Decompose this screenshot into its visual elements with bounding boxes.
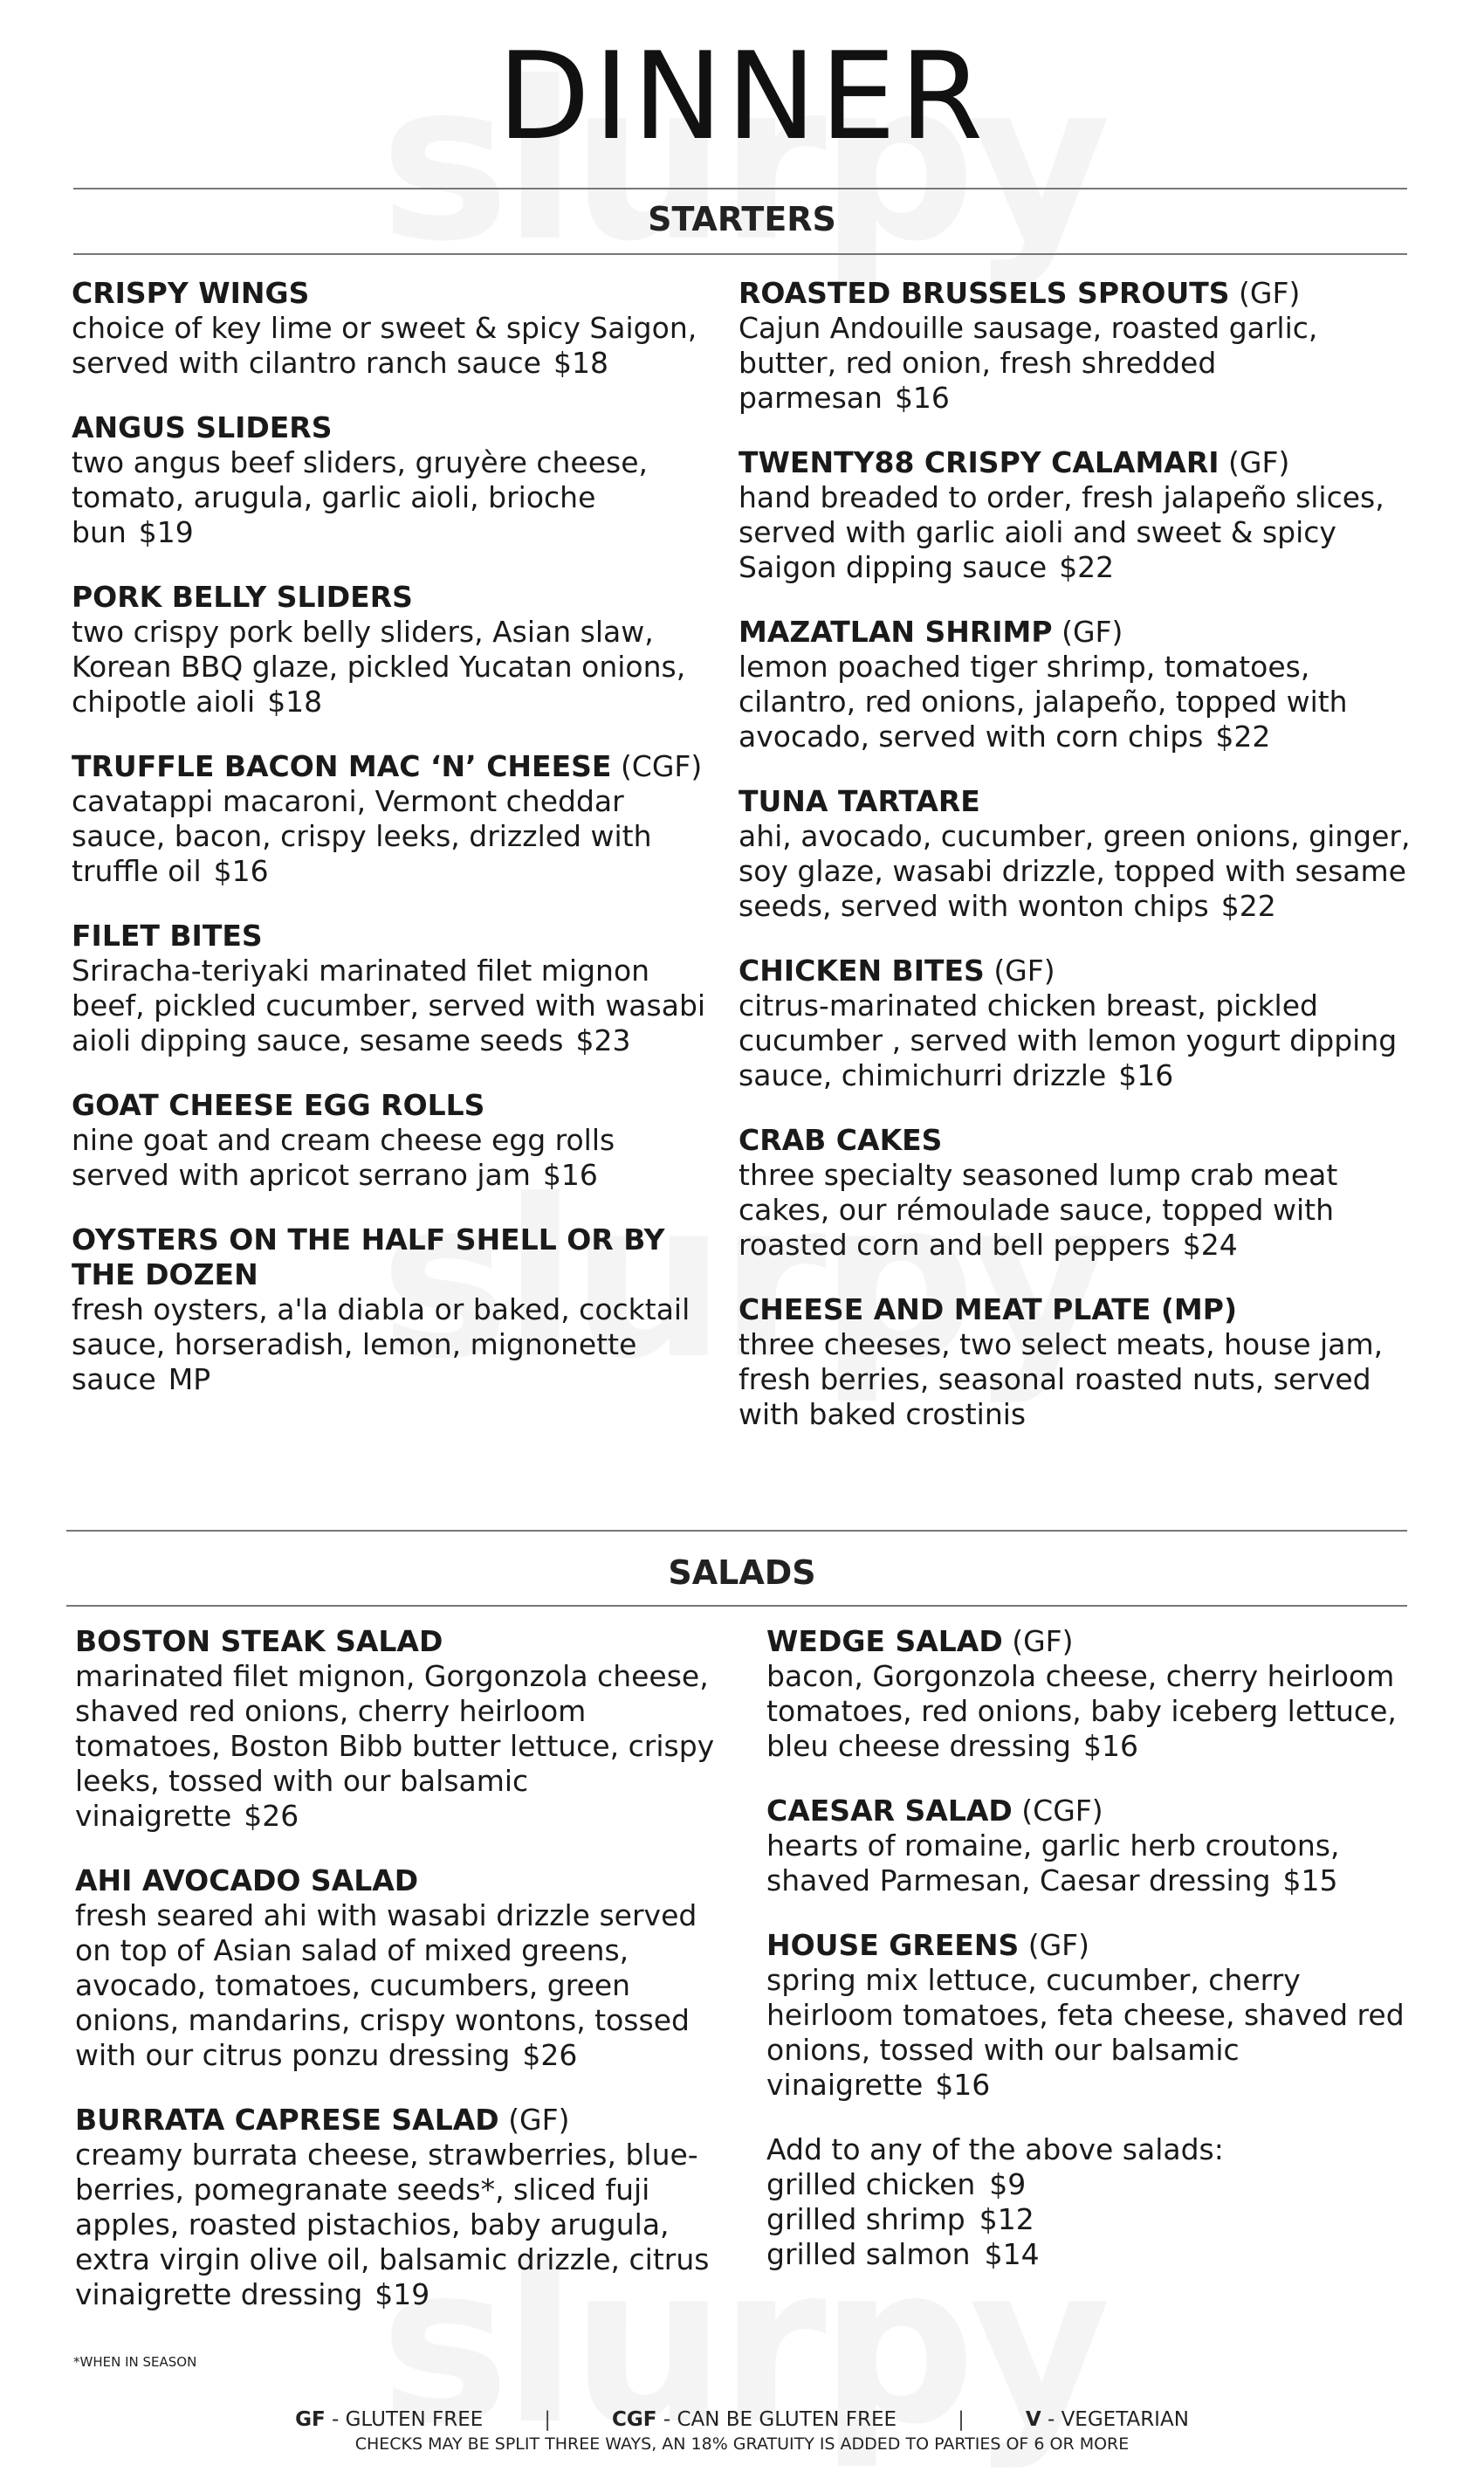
menu-item-name: CRAB CAKES — [739, 1123, 943, 1157]
menu-item-price: $24 — [1182, 1228, 1238, 1262]
menu-item-description-block — [739, 819, 1411, 924]
menu-item-price: $22 — [1215, 720, 1271, 754]
menu-item-header — [72, 276, 709, 311]
menu-item-header — [72, 410, 709, 445]
menu-item-name: BOSTON STEAK SALAD — [75, 1624, 443, 1658]
menu-item-description-block — [72, 1292, 709, 1397]
menu-item-description-block — [766, 1828, 1430, 1898]
menu-item-name: ROASTED BRUSSELS SPROUTS — [739, 276, 1230, 310]
diet-tag: (GF) — [993, 954, 1055, 988]
menu-item — [75, 1863, 739, 2073]
menu-item-header — [739, 784, 1411, 819]
menu-item-description: hearts of romaine, garlic herb croutons, shaved Parmesan, Caesar dressing — [766, 1828, 1340, 1897]
menu-item-price: $19 — [374, 2277, 430, 2311]
menu-item-price: $23 — [575, 1023, 631, 1057]
menu-item-description: three specialty seasoned lump crab meat cakes, our rémoulade sauce, topped with roasted corn and bell peppers — [739, 1158, 1338, 1262]
menu-item-description-block — [766, 1659, 1430, 1764]
menu-item-description: citrus-marinated chicken breast, pickled cucumber , served with lemon yogurt dipping sauce, chimichurri drizzle — [739, 988, 1398, 1092]
menu-item-description-block — [72, 615, 709, 720]
menu-item-name: OYSTERS ON THE HALF SHELL OR BY THE DOZEN — [72, 1222, 665, 1291]
menu-item — [739, 784, 1411, 924]
menu-item-description-block — [72, 784, 709, 889]
menu-item-header — [72, 749, 709, 784]
diet-tag: (CGF) — [620, 749, 703, 783]
menu-item-header — [739, 954, 1411, 988]
starters-right-column — [739, 276, 1411, 1462]
menu-item — [739, 445, 1411, 585]
menu-item-description-block — [75, 1659, 739, 1834]
addon-item — [766, 2167, 1430, 2202]
legend-separator: | — [544, 2408, 552, 2431]
diet-tag: (GF) — [1228, 445, 1290, 479]
menu-item-price: $16 — [1082, 1729, 1138, 1763]
menu-item-name: TUNA TARTARE — [739, 784, 980, 818]
menu-item — [72, 580, 709, 720]
addon-price: $12 — [979, 2202, 1034, 2236]
menu-item-description-block — [75, 1898, 739, 2073]
menu-item — [739, 615, 1411, 754]
legend-separator: | — [958, 2408, 965, 2431]
menu-item-price: $16 — [213, 854, 269, 888]
legend-entry: CGF - CAN BE GLUTEN FREE — [612, 2408, 897, 2431]
menu-item-description-block — [72, 445, 709, 550]
menu-item-header — [72, 580, 709, 615]
menu-item — [739, 954, 1411, 1093]
menu-item-description-block — [739, 1158, 1411, 1263]
addon-item — [766, 2237, 1430, 2272]
menu-item-name: ANGUS SLIDERS — [72, 410, 333, 444]
menu-item-header — [75, 1624, 739, 1659]
menu-item-description-block — [739, 988, 1411, 1093]
menu-item-price: $22 — [1059, 550, 1115, 584]
menu-item-description: creamy burrata cheese, strawberries, blue-berries, pomegranate seeds*, sliced fuji apples, roasted pistachios, baby arugula, extra virgin olive oil, balsamic drizzle, citrus vinaigrette dressing — [75, 2138, 710, 2311]
menu-item-description-block — [72, 954, 709, 1058]
starters-heading: STARTERS — [648, 200, 836, 238]
menu-item-description-block — [766, 1963, 1430, 2103]
legend-code: CGF — [612, 2408, 657, 2431]
menu-item-price: $26 — [522, 2038, 578, 2072]
menu-item — [75, 1624, 739, 1834]
menu-item-price: $22 — [1220, 889, 1276, 923]
diet-tag: (GF) — [508, 2103, 570, 2137]
salad-addons — [766, 2132, 1430, 2272]
menu-item-name: AHI AVOCADO SALAD — [75, 1863, 419, 1897]
menu-item-price: $19 — [138, 515, 194, 549]
menu-item-price: $18 — [267, 685, 323, 719]
legend-entry: GF - GLUTEN FREE — [295, 2408, 484, 2431]
menu-item-description-block — [739, 650, 1411, 754]
divider — [73, 188, 1407, 189]
menu-item-name: PORK BELLY SLIDERS — [72, 580, 413, 614]
menu-item-description: ahi, avocado, cucumber, green onions, ginger, soy glaze, wasabi drizzle, topped with sesame seeds, served with wonton chips — [739, 819, 1411, 923]
menu-item-header — [766, 1794, 1430, 1828]
menu-item-name: BURRATA CAPRESE SALAD — [75, 2103, 499, 2137]
menu-item-description: hand breaded to order, fresh jalapeño slices, served with garlic aioli and sweet & spicy Saigon dipping sauce — [739, 480, 1384, 584]
menu-item — [766, 1794, 1430, 1898]
menu-item — [766, 1928, 1430, 2103]
menu-item-description: lemon poached tiger shrimp, tomatoes, cilantro, red onions, jalapeño, topped with avocado, served with corn chips — [739, 650, 1348, 754]
menu-item-header — [72, 919, 709, 954]
menu-item-description: choice of key lime or sweet & spicy Saigon, served with cilantro ranch sauce — [72, 311, 697, 380]
menu-item-header — [766, 1928, 1430, 1963]
menu-item-description-block — [739, 480, 1411, 585]
menu-item-header — [739, 445, 1411, 480]
addon-price: $9 — [989, 2167, 1027, 2201]
menu-item-name: FILET BITES — [72, 919, 263, 953]
menu-item — [766, 1624, 1430, 1764]
menu-item-description: two angus beef sliders, gruyère cheese, tomato, arugula, garlic aioli, brioche bun — [72, 445, 649, 549]
footnote: *WHEN IN SEASON — [73, 2354, 197, 2370]
menu-item-description: three cheeses, two select meats, house jam, fresh berries, seasonal roasted nuts, served with baked crostinis — [739, 1327, 1384, 1431]
menu-item-price: $15 — [1282, 1863, 1338, 1897]
menu-item-header — [75, 1863, 739, 1898]
menu-item — [739, 1123, 1411, 1263]
menu-item-header — [72, 1222, 709, 1292]
menu-item-name: CHICKEN BITES — [739, 954, 985, 988]
menu-item-name: GOAT CHEESE EGG ROLLS — [72, 1088, 485, 1122]
addon-intro: Add to any of the above salads: — [766, 2132, 1224, 2166]
menu-item-price: $16 — [542, 1158, 598, 1192]
menu-item-description-block — [739, 311, 1411, 416]
menu-item-description: Sriracha-teriyaki marinated filet mignon beef, pickled cucumber, served with wasabi aioli dipping sauce, sesame seeds — [72, 954, 706, 1057]
diet-tag: (CGF) — [1021, 1794, 1103, 1828]
legend-code: V — [1025, 2408, 1041, 2431]
menu-item-header — [739, 276, 1411, 311]
diet-tag: (GF) — [1012, 1624, 1074, 1658]
legend-entry: V - VEGETARIAN — [1025, 2408, 1189, 2431]
menu-item-name: HOUSE GREENS — [766, 1928, 1020, 1962]
menu-item-name: TRUFFLE BACON MAC ‘N’ CHEESE — [72, 749, 612, 783]
diet-legend — [0, 2408, 1484, 2431]
menu-item-header — [766, 1624, 1430, 1659]
addon-name: grilled salmon — [766, 2237, 971, 2271]
menu-item-description: cavatappi macaroni, Vermont cheddar sauce, bacon, crispy leeks, drizzled with truffle oil — [72, 784, 652, 888]
menu-item-description: Cajun Andouille sausage, roasted garlic, butter, red onion, fresh shredded parmesan — [739, 311, 1318, 415]
salads-heading: SALADS — [668, 1553, 816, 1592]
menu-item — [72, 749, 709, 889]
menu-item — [72, 410, 709, 550]
legend-label: GLUTEN FREE — [345, 2408, 484, 2431]
salads-right-column — [766, 1624, 1430, 2272]
menu-item — [72, 919, 709, 1058]
menu-item — [739, 276, 1411, 416]
menu-item-description: two crispy pork belly sliders, Asian slaw, Korean BBQ glaze, pickled Yucatan onions, chipotle aioli — [72, 615, 686, 719]
menu-item-description-block — [739, 1327, 1411, 1432]
menu-item-price: $26 — [244, 1799, 299, 1833]
page-title: DINNER — [497, 26, 987, 167]
menu-item-name: TWENTY88 CRISPY CALAMARI — [739, 445, 1219, 479]
menu-item-description-block — [72, 311, 709, 381]
legend-code: GF — [295, 2408, 326, 2431]
menu-item-price: $16 — [1118, 1058, 1174, 1092]
menu-item-name: MAZATLAN SHRIMP — [739, 615, 1053, 649]
menu-item-header — [739, 615, 1411, 650]
menu-item-price: $18 — [553, 346, 608, 380]
menu-item-description: nine goat and cream cheese egg rolls served with apricot serrano jam — [72, 1123, 615, 1192]
menu-item — [72, 1222, 709, 1397]
menu-item-header — [75, 2103, 739, 2138]
legend-label: CAN BE GLUTEN FREE — [677, 2408, 897, 2431]
addon-price: $14 — [984, 2237, 1040, 2271]
divider — [73, 253, 1407, 255]
addon-name: grilled chicken — [766, 2167, 976, 2201]
divider — [66, 1605, 1407, 1607]
menu-item-price: MP — [168, 1362, 211, 1396]
menu-item-price: $16 — [935, 2068, 991, 2102]
menu-item — [739, 1292, 1411, 1432]
menu-item-description-block — [72, 1123, 709, 1193]
divider — [66, 1530, 1407, 1532]
menu-item-description: fresh seared ahi with wasabi drizzle served on top of Asian salad of mixed greens, avocado, tomatoes, cucumbers, green onions, mandarins, crispy wontons, tossed with our citrus ponzu dressing — [75, 1898, 697, 2072]
menu-item-description: bacon, Gorgonzola cheese, cherry heirloom tomatoes, red onions, baby iceberg lettuce, bleu cheese dressing — [766, 1659, 1397, 1763]
menu-item-name: CAESAR SALAD — [766, 1794, 1013, 1828]
menu-item — [75, 2103, 739, 2312]
legend-label: VEGETARIAN — [1061, 2408, 1189, 2431]
gratuity-note: CHECKS MAY BE SPLIT THREE WAYS, AN 18% GRATUITY IS ADDED TO PARTIES OF 6 OR MORE — [354, 2434, 1130, 2454]
addon-name: grilled shrimp — [766, 2202, 965, 2236]
starters-left-column — [72, 276, 709, 1427]
menu-item-description: marinated filet mignon, Gorgonzola cheese, shaved red onions, cherry heirloom tomatoes, Boston Bibb butter lettuce, crispy leeks, tossed with our balsamic vinaigrette — [75, 1659, 715, 1833]
menu-item-name: CRISPY WINGS — [72, 276, 310, 310]
menu-item — [72, 276, 709, 381]
menu-item-description: spring mix lettuce, cucumber, cherry heirloom tomatoes, feta cheese, shaved red onions, tossed with our balsamic vinaigrette — [766, 1963, 1405, 2102]
menu-item-name: CHEESE AND MEAT PLATE (MP) — [739, 1292, 1238, 1326]
diet-tag: (GF) — [1061, 615, 1123, 649]
menu-item-header — [72, 1088, 709, 1123]
menu-item-header — [739, 1292, 1411, 1327]
menu-item-name: WEDGE SALAD — [766, 1624, 1003, 1658]
addon-item — [766, 2202, 1430, 2237]
diet-tag: (GF) — [1027, 1928, 1090, 1962]
salads-left-column — [75, 1624, 739, 2342]
menu-item-description-block — [75, 2138, 739, 2312]
menu-item — [72, 1088, 709, 1193]
menu-item-price: $16 — [894, 381, 950, 415]
menu-item-description: fresh oysters, a'la diabla or baked, cocktail sauce, horseradish, lemon, mignonette sauce — [72, 1292, 690, 1396]
diet-tag: (GF) — [1239, 276, 1301, 310]
menu-item-header — [739, 1123, 1411, 1158]
